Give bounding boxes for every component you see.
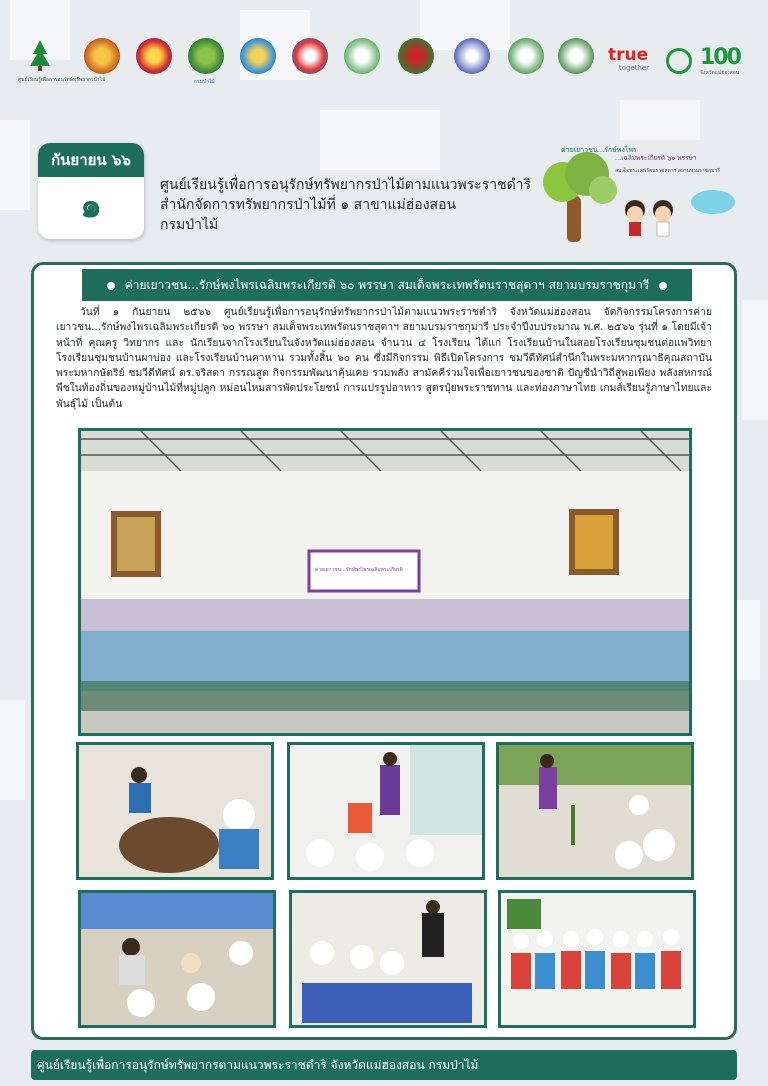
cp-brand-logo: [666, 48, 692, 74]
article-title: ค่ายเยาวชน...รักษ์พงไพรเฉลิมพระเกียรติ ๖๐ พรรษา สมเด็จพระเทพรัตนราชสุดาฯ สยามบรมราชกุมารี: [124, 278, 650, 292]
province-seal-logo: [136, 38, 172, 74]
agency-seal-logo: [240, 38, 276, 74]
royal-emblem-logo: [84, 38, 120, 74]
bullet-icon: [659, 282, 667, 290]
interior-seal-logo: [454, 38, 490, 74]
article-body: [56, 305, 712, 412]
date-month: กันยายน ๖๖: [38, 143, 144, 177]
wildlife-seal-logo: [508, 38, 544, 74]
footer-bar: [31, 1050, 737, 1080]
bullet-icon: [107, 282, 115, 290]
environment-seal-logo: [344, 38, 380, 74]
org-line-1: ศูนย์เรียนรู้เพื่อการอนุรักษ์ทรัพยากรป่าไม้ตามแนวพระราชดำริ: [160, 177, 532, 193]
date-card: [38, 143, 144, 239]
activity-photo-1: [76, 742, 274, 880]
activity-photo-4: [78, 890, 276, 1028]
group-photo: [78, 428, 692, 736]
footer-text: ศูนย์เรียนรู้เพื่อการอนุรักษ์ทรัพยากรตามแนวพระราชดำริ จังหวัดแม่ฮ่องสอน กรมป่าไม้: [37, 1058, 479, 1072]
org-header: [160, 175, 560, 235]
activity-photo-2: [287, 742, 485, 880]
learning-center-caption: ศูนย์เรียนรู้เพื่อการอนุรักษ์ทรัพยากรป่าไม้: [18, 77, 106, 83]
ministry-seal-logo: [292, 38, 328, 74]
activity-photo-6: [498, 890, 696, 1028]
activity-photo-3: [496, 742, 694, 880]
forest-dept-caption: กรมป่าไม้: [194, 79, 215, 85]
group-photo-banner: ค่ายเยาวชน...รักษ์พงไพรเฉลิมพระเกียรติ: [315, 567, 403, 573]
mascot-tagline-1: ...เฉลิมพระเกียรติ ๖๐ พรรษา: [615, 154, 697, 162]
park-seal-logo: [558, 38, 594, 74]
true-brand-logo: true together: [608, 45, 650, 72]
logo-row: [18, 38, 758, 102]
forest-dept-logo: [188, 38, 224, 74]
centennial-logo: 100 จังหวัดแม่ฮ่องสอน: [700, 45, 740, 76]
mascot-tagline-2: สมเด็จพระเทพรัตนราชสุดาฯ สยามบรมราชกุมารี: [615, 168, 720, 174]
mascot-camp-label: ค่ายเยาวชน...รักษ์พงไพร: [561, 146, 637, 154]
camp-mascot-illustration: [543, 138, 743, 248]
article-paragraph: วันที่ ๑ กันยายน ๒๕๖๖ ศูนย์เรียนรู้เพื่อการอนุรักษ์ทรัพยากรป่าไม้ตามแนวพระราชดำริ จังหวัดแม่ฮ่องสอน จัดกิจกรรมโครงการค่ายเยาวชน...รักษ์พงไพรเฉลิมพระเกียรติ ๖๐ พรรษา สมเด็จพระเทพรัตนราชสุดาฯ สยามบรมราชกุมารี ประจำปีงบประมาณ พ.ศ. ๒๕๖๖ รุ่นที่ ๑ โดยมีเจ้าหน้าที่ คุณครู วิทยากร และ นักเรียนจากโรงเรียนในจังหวัดแม่ฮ่องสอน จำนวน ๔ โรงเรียน ได้แก่ โรงเรียนบ้านในสอยโรงเรียนชุมชนต่อแพวิทยา โรงเรียนชุมชนบ้านผาบ่อง และโรงเรียนบ้านคาหาน รวมทั้งสิ้น ๖๐ คน ซึ่งมีกิจกรรม พิธีเปิดโครงการ ชมวีดีทัศน์สำนึกในพระมหากรุณาธิคุณสถาบันพระมหากษัตริย์ ชมวีดีทัศน์ ดร.จริสดา กรรณสูต กิจกรรมพัฒนาคุ้นเคย รวมพลัง สามัคคีร่วมใจเพื่อเยาวชนของชาติ ปัญชีนำวิถีสู่พอเพียง พลังสหกรณ์ พืชในท้องถิ่นของหมู่บ้านไม้ที่หมู่ปลูก หม่อนไหมสารพัดประโยชน์ การแปรรูปอาหาร สูตรปุ๋ยพระราชทาน และท่องภาษาไทย เกมส์เรียนรู้ภาษาไทยและพันธุ์ไม้ เป็นต้น: [56, 306, 712, 410]
date-day: ๑: [80, 186, 102, 226]
org-line-2: สำนักจัดการทรัพยากรป่าไม้ที่ ๑ สาขาแม่ฮ่องสอน: [160, 197, 457, 213]
agriculture-seal-logo: [398, 38, 434, 74]
article-title-bar: [82, 269, 692, 301]
org-line-3: กรมป่าไม้: [160, 217, 219, 233]
activity-photo-5: [289, 890, 487, 1028]
learning-center-logo: [23, 38, 57, 72]
